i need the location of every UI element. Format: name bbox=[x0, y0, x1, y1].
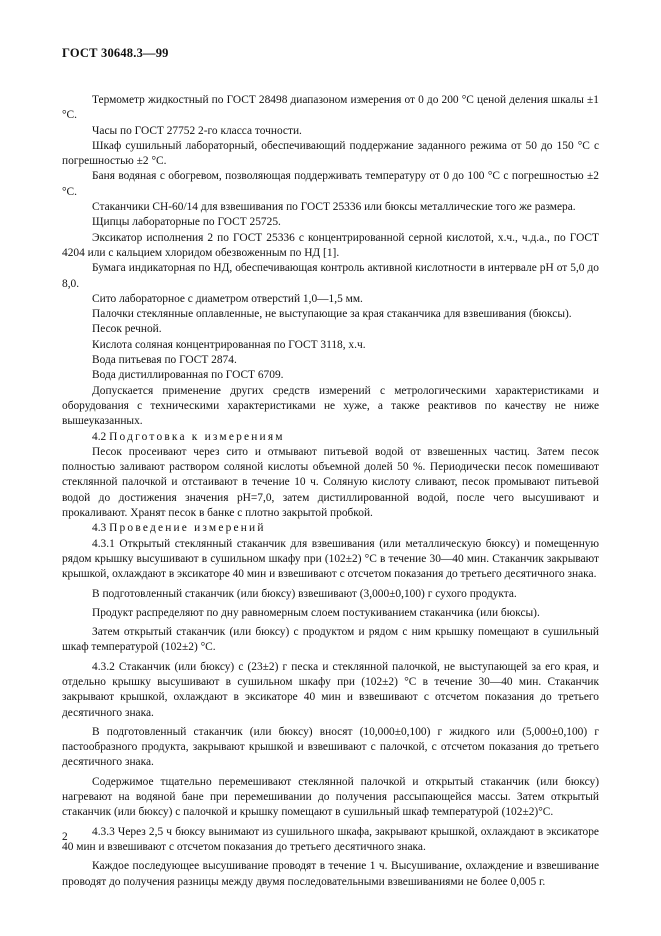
paragraph: Щипцы лабораторные по ГОСТ 25725. bbox=[92, 216, 281, 229]
section-title: Подготовка к измерениям bbox=[109, 430, 285, 443]
paragraph: Песок просеивают через сито и отмывают питьевой водой от взвешенных частиц. Затем песок полностью заливают раствором соляной кислоты объемной долей 50 %. Периодически песок помешивают стеклянной палочкой и отстаивают в течение 10 ч. Соляную кислоту сливают, песок промывают питьевой водой до достижения значения рН=7,0, затем дистиллированной водой, после чего высушивают и прокаливают. Хранят песок в банке с плотно закрытой пробкой. bbox=[62, 445, 599, 520]
paragraph: Затем открытый стаканчик (или бюксу) с продуктом и рядом с ним крышку помещают в сушильный шкаф температурой (102±2) °С. bbox=[62, 626, 599, 654]
paragraph: Допускается применение других средств измерений с метрологическими характеристиками и оборудования с техническими характеристиками не хуже, а также реактивов по качеству не ниже вышеуказанных. bbox=[62, 384, 599, 428]
paragraph: Песок речной. bbox=[92, 323, 162, 336]
paragraph: 4.3.2 Стаканчик (или бюксу) с (23±2) г песка и стеклянной палочкой, не выступающей за его края, и отдельно крышку высушивают в сушильном шкафу при (102±2) °С в течение 30—40 мин. Стаканчик закрывают крышкой, охлаждают в эксикаторе 40 мин и взвешивают с отсчетом показания до третьего десятичного знака. bbox=[62, 660, 599, 719]
paragraph: Стаканчики СН-60/14 для взвешивания по ГОСТ 25336 или бюксы металлические того же размера. bbox=[92, 201, 576, 214]
paragraph: Часы по ГОСТ 27752 2-го класса точности. bbox=[92, 124, 302, 137]
section-title: Проведение измерений bbox=[109, 522, 266, 535]
page-number: 2 bbox=[62, 831, 68, 843]
paragraph: Кислота соляная концентрированная по ГОСТ 3118, х.ч. bbox=[92, 338, 366, 351]
section-heading-4-2 bbox=[62, 430, 599, 445]
paragraph: Бумага индикаторная по НД, обеспечивающая контроль активной кислотности в интервале рН от 5,0 до 8,0. bbox=[62, 262, 599, 290]
paragraph: Термометр жидкостный по ГОСТ 28498 диапазоном измерения от 0 до 200 °С ценой деления шкалы ±1 °С. bbox=[62, 94, 599, 122]
paragraph: В подготовленный стаканчик (или бюксу) взвешивают (3,000±0,100) г сухого продукта. bbox=[92, 587, 517, 600]
paragraph: Продукт распределяют по дну равномерным слоем постукиванием стаканчика (или бюксы). bbox=[92, 606, 540, 619]
document-header: ГОСТ 30648.3—99 bbox=[62, 46, 169, 60]
paragraph: Содержимое тщательно перемешивают стеклянной палочкой и открытый стаканчик (или бюксу) нагревают на водяной бане при перемешивании до получения рассыпающейся массы. Затем открытый стаканчик (или бюксу) с палочкой и крышку помещают в сушильный шкаф температурой (102±2)°С. bbox=[62, 775, 599, 819]
paragraph: 4.3.3 Через 2,5 ч бюксу вынимают из сушильного шкафа, закрывают крышкой, охлаждают в эксикаторе 40 мин и взвешивают с отсчетом показания до третьего десятичного знака. bbox=[62, 825, 599, 853]
paragraph: Палочки стеклянные оплавленные, не выступающие за края стаканчика для взвешивания (бюксы). bbox=[92, 308, 572, 321]
section-number: 4.2 bbox=[92, 430, 107, 443]
section-number: 4.3 bbox=[92, 522, 107, 535]
paragraph: Сито лабораторное с диаметром отверстий 1,0—1,5 мм. bbox=[92, 292, 363, 305]
paragraph: Шкаф сушильный лабораторный, обеспечивающий поддержание заданного режима от 50 до 150 °С с погрешностью ±2 °С. bbox=[62, 139, 599, 168]
paragraph: Вода питьевая по ГОСТ 2874. bbox=[92, 354, 237, 367]
paragraph: Каждое последующее высушивание проводят в течение 1 ч. Высушивание, охлаждение и взвешивание проводят до получения разницы между двумя последовательными взвешиваниями не более 0,005 г. bbox=[62, 860, 599, 888]
section-heading-4-3 bbox=[62, 521, 599, 536]
paragraph: Баня водяная с обогревом, позволяющая поддерживать температуру от 0 до 100 °С с погрешностью ±2 °С. bbox=[62, 170, 599, 198]
paragraph: В подготовленный стаканчик (или бюксу) вносят (10,000±0,100) г жидкого или (5,000±0,100) г пастообразного продукта, закрывают крышкой и взвешивают с палочкой, с отсчетом показания до третьего десятичного знака. bbox=[62, 725, 599, 769]
paragraph: 4.3.1 Открытый стеклянный стаканчик для взвешивания (или металлическую бюксу) и помещенную рядом крышку высушивают в сушильном шкафу при (102±2) °С в течение 30—40 мин. Стаканчик закрывают крышкой, охлаждают в эксикаторе 40 мин и взвешивают с отсчетом показания до третьего десятичного знака. bbox=[62, 537, 599, 581]
paragraph: Вода дистиллированная по ГОСТ 6709. bbox=[92, 369, 284, 382]
document-body bbox=[62, 93, 599, 890]
paragraph: Эксикатор исполнения 2 по ГОСТ 25336 с концентрированной серной кислотой, х.ч., ч.д.а., по ГОСТ 4204 или с кальцием хлоридом обезвоженным по НД [1]. bbox=[62, 231, 599, 259]
